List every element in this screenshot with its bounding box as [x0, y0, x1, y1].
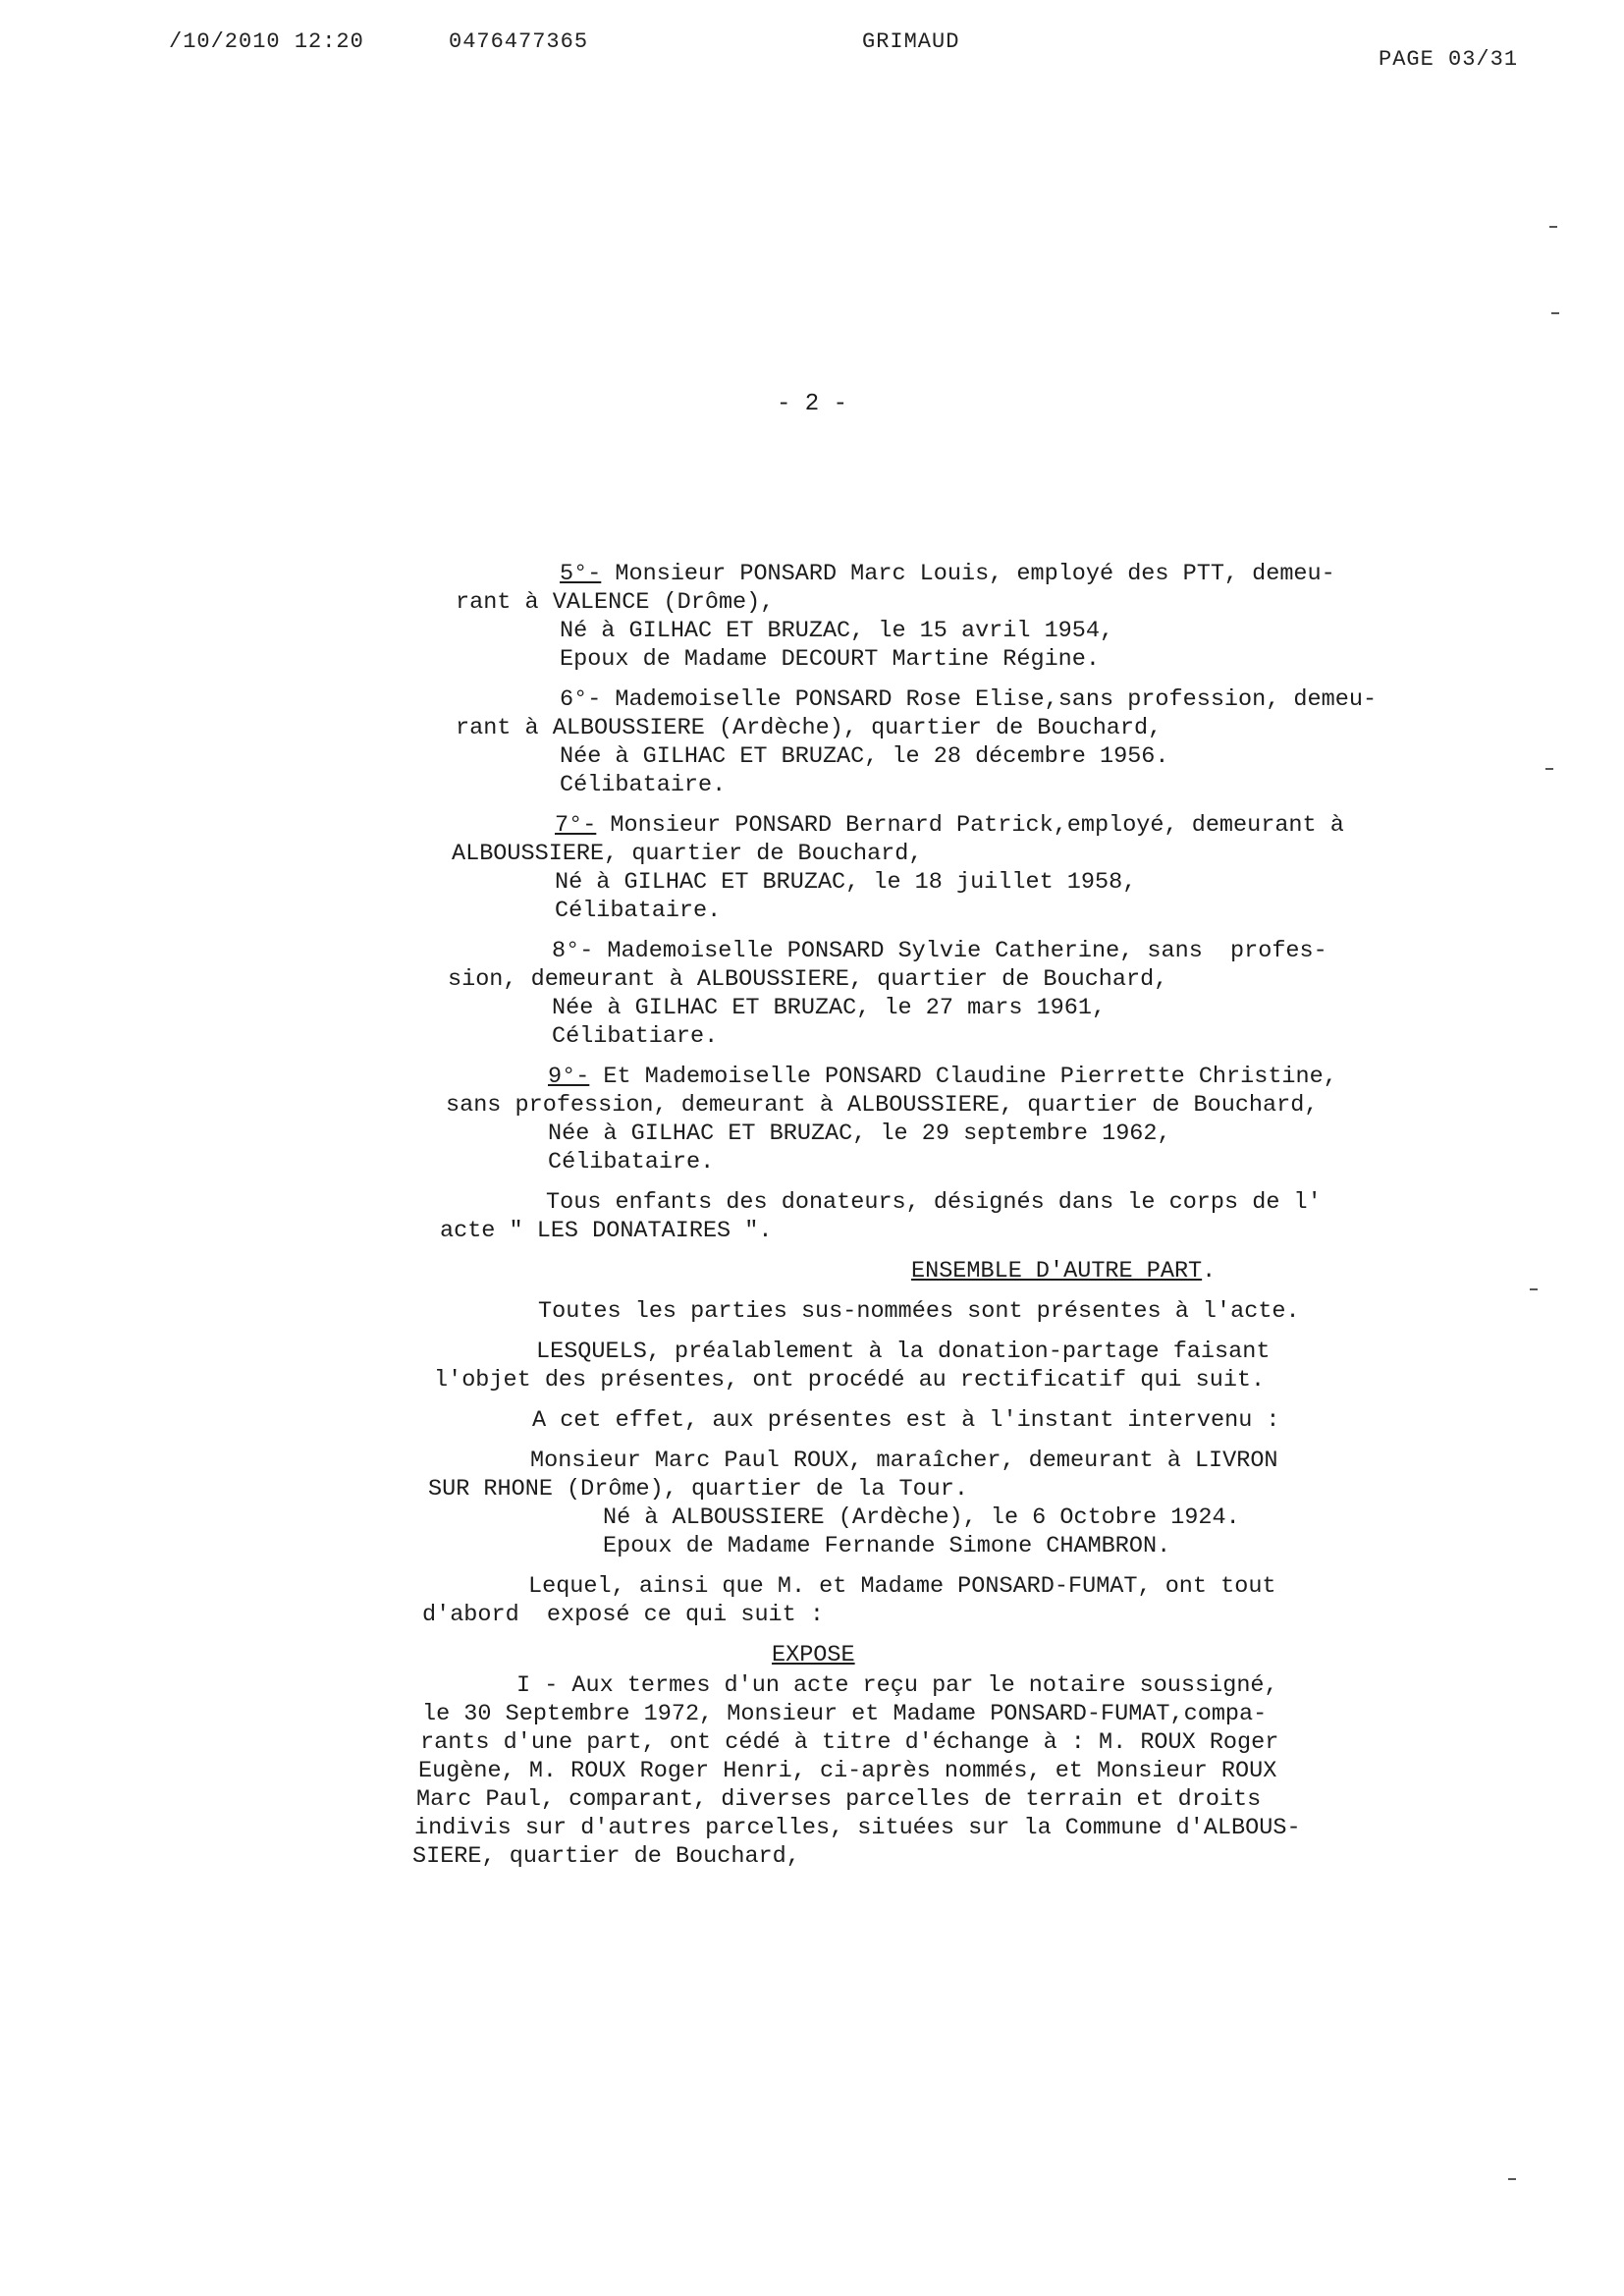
lesquels-paragraph: [412, 1338, 1394, 1394]
paragraph-line: Lequel, ainsi que M. et Madame PONSARD-FUMAT, ont tout: [528, 1573, 1276, 1600]
fax-phone: 0476477365: [449, 29, 589, 54]
paragraph-line: Epoux de Madame Fernande Simone CHAMBRON.: [603, 1533, 1171, 1559]
entry-line: Monsieur PONSARD Marc Louis, employé des PTT, demeu-: [601, 561, 1335, 587]
paragraph-line: I - Aux termes d'un acte reçu par le notaire soussigné,: [516, 1672, 1278, 1699]
fax-page-label: PAGE 03/31: [1379, 47, 1519, 72]
entry-line: rant à ALBOUSSIERE (Ardèche), quartier de Bouchard,: [456, 715, 1163, 741]
entry-line: Née à GILHAC ET BRUZAC, le 29 septembre 1962,: [548, 1121, 1171, 1147]
entry-line: Née à GILHAC ET BRUZAC, le 28 décembre 1956.: [560, 743, 1169, 770]
entry-line: Née à GILHAC ET BRUZAC, le 27 mars 1961,: [552, 995, 1107, 1021]
paragraph-line: rants d'une part, ont cédé à titre d'échange à : M. ROUX Roger: [420, 1729, 1279, 1756]
paragraph-line: Marc Paul, comparant, diverses parcelles de terrain et droits: [416, 1786, 1262, 1813]
entry-number: 8°-: [552, 938, 594, 964]
entry-line: Et Mademoiselle PONSARD Claudine Pierrette Christine,: [589, 1064, 1337, 1090]
parties-present: Toutes les parties sus-nommées sont présentes à l'acte.: [538, 1298, 1300, 1325]
person-entry-6: [412, 685, 1394, 799]
expose-paragraph: [412, 1671, 1394, 1871]
entry-line: ALBOUSSIERE, quartier de Bouchard,: [452, 841, 923, 867]
entry-number: 5°-: [560, 561, 602, 587]
paragraph-line: Eugène, M. ROUX Roger Henri, ci-après nommés, et Monsieur ROUX: [418, 1758, 1277, 1784]
paragraph-line: SIERE, quartier de Bouchard,: [412, 1843, 800, 1870]
paragraph-line: LESQUELS, préalablement à la donation-partage faisant: [536, 1339, 1271, 1365]
children-paragraph: [412, 1188, 1394, 1245]
person-entry-9: [412, 1063, 1394, 1176]
fax-datetime: /10/2010 12:20: [169, 29, 364, 54]
document-body: 5°- Monsieur PONSARD Marc Louis, employé des PTT, demeu- rant à VALENCE (Drôme), Né à GILHAC ET BRUZAC, le 15 avril 1954, Epoux de Madame DECOURT Martine Régine. 6°- Mademoiselle PONSARD Rose Elise,sans profession, demeu- rant à ALBOUSSIERE (Ardèche), quartier de Bouchard, Née à GILHAC ET BRUZAC, le 28 décembre 1956. Célibataire. 7°- Monsieur PONSARD Bernard Patrick,employé, demeurant à ALBOUSSIERE, quartier de Bouchard, Né à GILHAC ET BRUZAC, le 18 juillet 1958, Célibataire. 8°- Mademoiselle PONSARD Sylvie Catherine, sans profes- sion, demeurant à ALBOUSSIERE, quartier de Bouchard, Née à GILHAC ET BRUZAC, le 27 mars 1961, Célibatiare. 9°- Et Mademoiselle PONSARD Claudine Pierrette Christine, sans profession, demeurant à ALBOUSSIERE, quartier de Bouchard, Née à GILHAC ET BRUZAC, le 29 septembre 1962, Célibataire. Tous enfants des donateurs, désignés dans le corps de l' acte " LES DONATAIRES ". ENSEMBLE D'AUTRE PART. Toutes les parties sus-nommées sont présentes à l'acte. LESQUELS, préalablement à la donation-partage faisant l'objet des présentes, ont procédé au rectificatif qui suit. A cet effet, aux présentes est à l'instant intervenu : Monsieur Marc Paul ROUX, maraîcher, demeurant à LIVRON SUR RHONE (Drôme), quartier de la Tour. Né à ALBOUSSIERE (Ardèche), le 6 Octobre 1924. Epoux de Madame Fernande Simone CHAMBRON. Lequel, ainsi que M. et Madame PONSARD-FUMAT, ont tout d'abord exposé ce qui suit : EXPOSE I - Aux termes d'un acte reçu par le notaire soussigné, le 30 Septembre 1972, Monsieur et Madame PONSARD-FUMAT,compa- rants d'une part, ont cédé à titre d'échange à : M. ROUX Roger Eugène, M. ROUX Roger Henri, ci-après nommés, et Monsieur ROUX Marc Paul, comparant, diverses parcelles de terrain et droits indivis sur d'autres parcelles, situées sur la Commune d'ALBOUS- SIERE, quartier de Bouchard,: [412, 560, 1394, 1871]
paragraph-line: Monsieur Marc Paul ROUX, maraîcher, demeurant à LIVRON: [530, 1448, 1278, 1474]
ensemble-heading: ENSEMBLE D'AUTRE PART: [911, 1258, 1203, 1285]
scan-speck: [1549, 226, 1557, 228]
entry-line: Célibataire.: [548, 1149, 715, 1175]
roux-paragraph: [412, 1447, 1394, 1560]
page-number: - 2 -: [776, 391, 847, 417]
entry-line: Mademoiselle PONSARD Sylvie Catherine, sans profes-: [593, 938, 1327, 964]
entry-number: 6°-: [560, 686, 602, 713]
person-entry-8: [412, 937, 1394, 1051]
scan-speck: [1551, 312, 1559, 314]
entry-number: 7°-: [555, 812, 597, 839]
entry-line: Né à GILHAC ET BRUZAC, le 18 juillet 1958,: [555, 869, 1137, 896]
entry-line: sans profession, demeurant à ALBOUSSIERE, quartier de Bouchard,: [446, 1092, 1319, 1119]
entry-line: Célibataire.: [555, 898, 722, 924]
paragraph-line: acte " LES DONATAIRES ".: [440, 1218, 773, 1244]
entry-line: Né à GILHAC ET BRUZAC, le 15 avril 1954,: [560, 618, 1114, 644]
a-cet-effet: A cet effet, aux présentes est à l'instant intervenu :: [532, 1407, 1280, 1434]
paragraph-line: le 30 Septembre 1972, Monsieur et Madame PONSARD-FUMAT,compa-: [422, 1701, 1268, 1727]
paragraph-line: l'objet des présentes, ont procédé au rectificatif qui suit.: [434, 1367, 1266, 1394]
entry-line: Célibatiare.: [552, 1023, 719, 1050]
expose-heading: EXPOSE: [772, 1642, 855, 1668]
paragraph-line: SUR RHONE (Drôme), quartier de la Tour.: [428, 1476, 968, 1503]
person-entry-5: [412, 560, 1394, 674]
scan-speck: [1530, 1288, 1538, 1290]
entry-line: Célibataire.: [560, 772, 727, 798]
entry-line: Mademoiselle PONSARD Rose Elise,sans profession, demeu-: [601, 686, 1378, 713]
paragraph-line: indivis sur d'autres parcelles, situées sur la Commune d'ALBOUS-: [414, 1815, 1301, 1841]
lequel-paragraph: [412, 1572, 1394, 1629]
entry-number: 9°-: [548, 1064, 590, 1090]
paragraph-line: d'abord exposé ce qui suit :: [422, 1602, 824, 1628]
paragraph-line: Tous enfants des donateurs, désignés dans le corps de l': [546, 1189, 1322, 1216]
fax-sender: GRIMAUD: [862, 29, 960, 54]
scan-speck: [1545, 768, 1553, 770]
entry-line: Epoux de Madame DECOURT Martine Régine.: [560, 646, 1100, 673]
scan-speck: [1508, 2178, 1516, 2180]
entry-line: sion, demeurant à ALBOUSSIERE, quartier de Bouchard,: [448, 966, 1168, 993]
person-entry-7: [412, 811, 1394, 925]
paragraph-line: Né à ALBOUSSIERE (Ardèche), le 6 Octobre 1924.: [603, 1504, 1240, 1531]
entry-line: rant à VALENCE (Drôme),: [456, 589, 775, 616]
entry-line: Monsieur PONSARD Bernard Patrick,employé, demeurant à: [596, 812, 1344, 839]
